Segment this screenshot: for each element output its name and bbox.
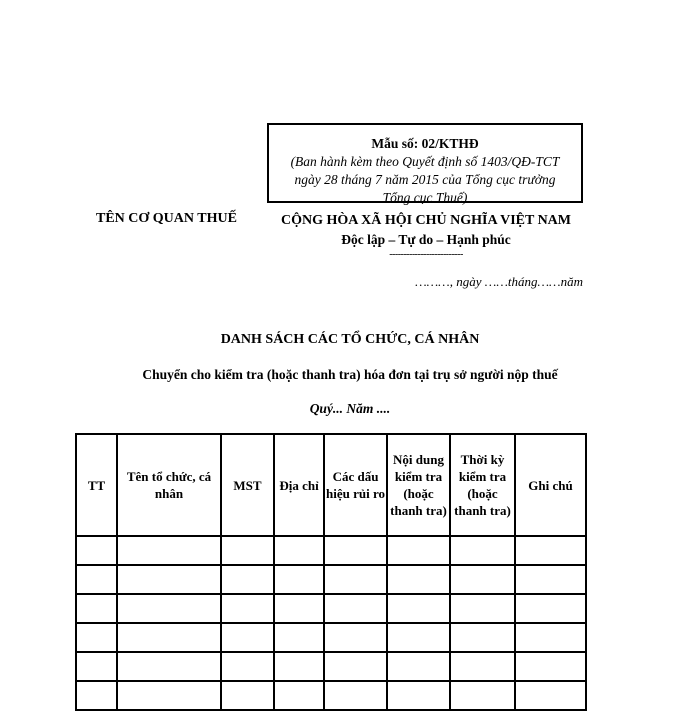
table-cell	[324, 536, 387, 565]
table-cell	[324, 652, 387, 681]
table-cell	[387, 536, 450, 565]
table-cell	[387, 652, 450, 681]
table-cell	[450, 681, 515, 710]
table-cell	[515, 681, 586, 710]
taxpayer-list-table	[75, 433, 587, 711]
table-row	[76, 681, 586, 710]
table-cell	[274, 536, 324, 565]
table-cell	[117, 623, 221, 652]
table-cell	[387, 565, 450, 594]
table-cell	[274, 681, 324, 710]
table-cell	[117, 681, 221, 710]
table-cell	[324, 565, 387, 594]
table-row	[76, 536, 586, 565]
column-header-inspection-period: Thời kỳ kiểm tra (hoặc thanh tra)	[450, 434, 515, 536]
table-cell	[450, 565, 515, 594]
table-cell	[221, 652, 274, 681]
table-cell	[221, 536, 274, 565]
table-cell	[274, 623, 324, 652]
table-row	[76, 652, 586, 681]
document-title: DANH SÁCH CÁC TỔ CHỨC, CÁ NHÂN	[220, 332, 480, 347]
table-row	[76, 594, 586, 623]
table-cell	[450, 623, 515, 652]
form-number: Mẫu số: 02/KTHĐ	[371, 136, 479, 151]
table-cell	[117, 652, 221, 681]
date-line: ………, ngày ……tháng……năm	[415, 274, 583, 289]
column-header-tax-code: MST	[221, 434, 274, 536]
table-cell	[221, 623, 274, 652]
table-cell	[450, 652, 515, 681]
table-cell	[387, 623, 450, 652]
form-note-line-1: (Ban hành kèm theo Quyết định số 1403/QĐ-TCT	[290, 154, 560, 169]
table-cell	[76, 623, 117, 652]
table-header-row	[76, 434, 586, 536]
table-cell	[117, 594, 221, 623]
column-header-name: Tên tổ chức, cá nhân	[117, 434, 221, 536]
table-cell	[274, 594, 324, 623]
table-cell	[515, 565, 586, 594]
table-cell	[221, 681, 274, 710]
column-header-address: Địa chỉ	[274, 434, 324, 536]
table-row	[76, 565, 586, 594]
form-note-line-3: Tổng cục Thuế)	[382, 190, 468, 205]
table-cell	[387, 681, 450, 710]
table-cell	[515, 652, 586, 681]
table-cell	[274, 652, 324, 681]
table-cell	[515, 594, 586, 623]
header-rule: --------------------------	[389, 249, 463, 260]
table-cell	[450, 594, 515, 623]
table-cell	[387, 594, 450, 623]
form-number-box	[267, 123, 583, 203]
nation-name: CỘNG HÒA XÃ HỘI CHỦ NGHĨA VIỆT NAM	[280, 213, 571, 228]
document-period: Quý... Năm ....	[309, 401, 391, 416]
table-cell	[274, 565, 324, 594]
column-header-inspection-content: Nội dung kiểm tra (hoặc thanh tra)	[387, 434, 450, 536]
column-header-risk-signs: Các dấu hiệu rủi ro	[324, 434, 387, 536]
form-note-line-2: ngày 28 tháng 7 năm 2015 của Tổng cục trưởng	[294, 172, 556, 187]
table-cell	[324, 623, 387, 652]
table-cell	[76, 565, 117, 594]
table-cell	[117, 536, 221, 565]
table-cell	[76, 681, 117, 710]
table-cell	[221, 565, 274, 594]
national-header	[270, 211, 582, 261]
column-header-notes: Ghi chú	[515, 434, 586, 536]
table-cell	[76, 594, 117, 623]
tax-agency-name: TÊN CƠ QUAN THUẾ	[96, 211, 237, 226]
document-subtitle: Chuyển cho kiểm tra (hoặc thanh tra) hóa đơn tại trụ sở người nộp thuế	[142, 367, 558, 382]
national-motto: Độc lập – Tự do – Hạnh phúc	[341, 232, 511, 247]
table-cell	[221, 594, 274, 623]
table-cell	[324, 681, 387, 710]
column-header-tt: TT	[76, 434, 117, 536]
table-cell	[76, 536, 117, 565]
table-cell	[515, 536, 586, 565]
table-cell	[117, 565, 221, 594]
table-cell	[76, 652, 117, 681]
table-cell	[515, 623, 586, 652]
table-row	[76, 623, 586, 652]
table-cell	[450, 536, 515, 565]
table-cell	[324, 594, 387, 623]
